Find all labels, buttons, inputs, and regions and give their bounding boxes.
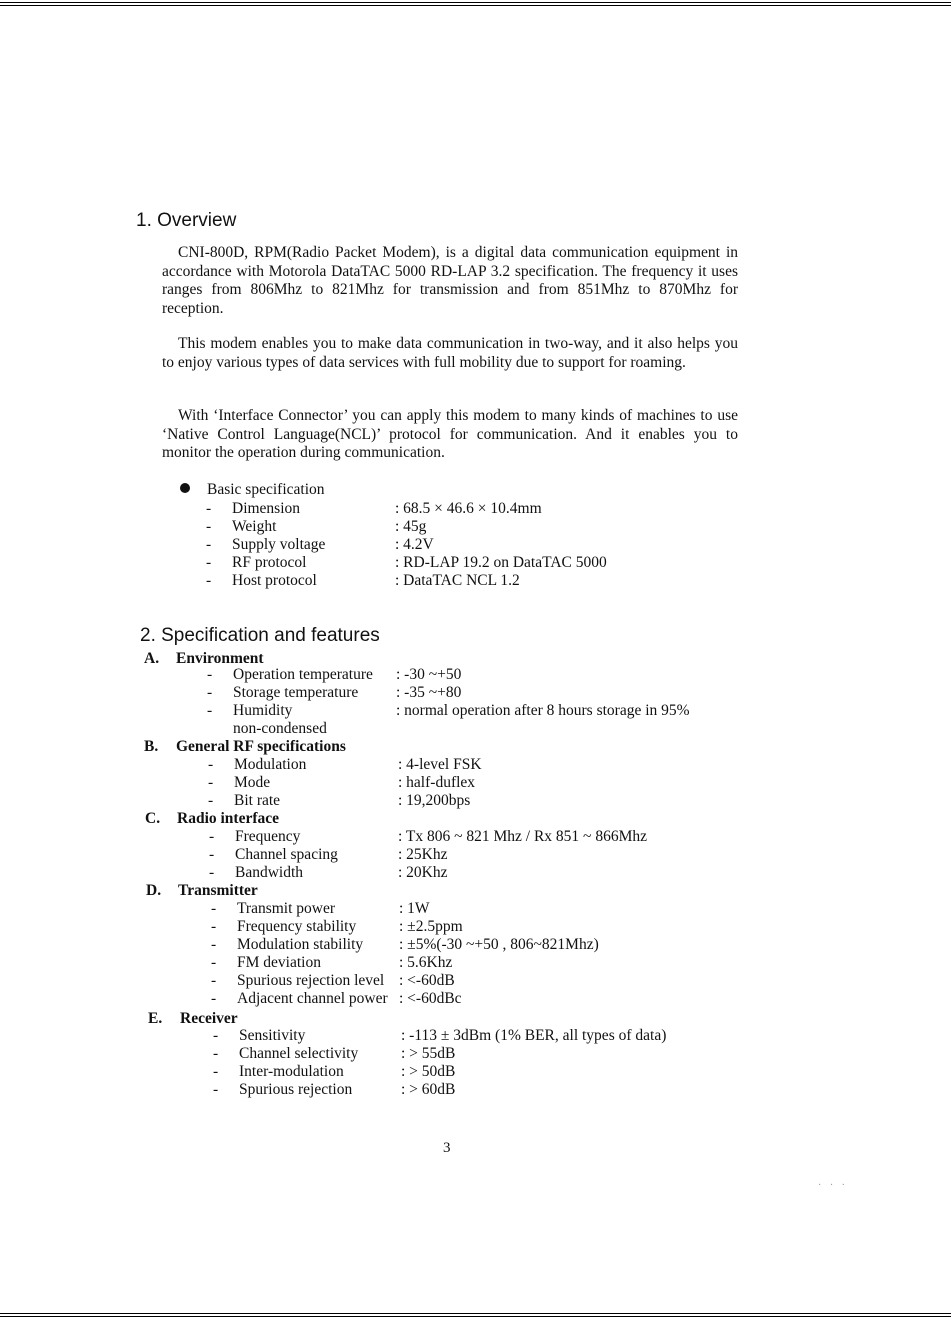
section-environment: A. Environment — [144, 650, 264, 667]
spec-row: - Inter-modulation : > 50dB — [213, 1063, 456, 1080]
overview-paragraph-2: This modem enables you to make data communication in two-way, and it also helps you to enjoy various types of data services with full mobility due to support for roaming. — [162, 335, 738, 371]
overview-heading: 1. Overview — [136, 210, 237, 231]
bottom-rule — [0, 1313, 951, 1317]
spec-row: - Storage temperature : -35 ~+80 — [207, 684, 462, 701]
section-transmitter: D. Transmitter — [146, 882, 258, 899]
overview-paragraph-1: CNI-800D, RPM(Radio Packet Modem), is a digital data communication equipment in accordance with Motorola DataTAC 5000 RD-LAP 3.2 specification. The frequency it uses ranges from 806Mhz to 821Mhz for transmission and from 851Mhz to 870Mhz for reception. — [162, 244, 738, 317]
top-rule — [0, 2, 951, 6]
section-general-rf: B. General RF specifications — [144, 738, 346, 755]
page-number: 3 — [443, 1140, 451, 1156]
spec-row: - Frequency : Tx 806 ~ 821 Mhz / Rx 851 ~ 866Mhz — [209, 828, 647, 845]
spec-row: - Operation temperature : -30 ~+50 — [207, 666, 462, 683]
spec-row: - Modulation : 4-level FSK — [208, 756, 482, 773]
basic-spec-title: Basic specification — [207, 481, 325, 498]
overview-paragraph-3: With ‘Interface Connector’ you can apply this modem to many kinds of machines to use ‘Native Control Language(NCL)’ protocol for communication. And it enables you to monitor the operation during communication. — [162, 407, 738, 461]
spec-row: - Channel selectivity : > 55dB — [213, 1045, 456, 1062]
spec-row: - Bandwidth : 20Khz — [209, 864, 448, 881]
spec-row: - Bit rate : 19,200bps — [208, 792, 471, 809]
basic-spec-row: - Supply voltage : 4.2V — [206, 536, 434, 553]
section-radio-interface: C. Radio interface — [145, 810, 280, 827]
spec-row: - Spurious rejection level : <-60dB — [211, 972, 455, 989]
spec-row: - Humidity : normal operation after 8 hours storage in 95% — [207, 702, 690, 719]
footer-dots: · · · — [818, 1180, 848, 1191]
bullet-icon — [180, 483, 190, 493]
basic-spec-row: - Dimension : 68.5 × 46.6 × 10.4mm — [206, 500, 542, 517]
spec-row: - Transmit power : 1W — [211, 900, 430, 917]
basic-spec-bullet — [180, 481, 325, 499]
spec-row: - Spurious rejection : > 60dB — [213, 1081, 456, 1098]
basic-spec-row: - RF protocol : RD-LAP 19.2 on DataTAC 5000 — [206, 554, 607, 571]
spec-row: - FM deviation : 5.6Khz — [211, 954, 453, 971]
basic-spec-row: - Weight : 45g — [206, 518, 427, 535]
spec-row: - Sensitivity : -113 ± 3dBm (1% BER, all types of data) — [213, 1027, 667, 1044]
basic-spec-row: - Host protocol : DataTAC NCL 1.2 — [206, 572, 520, 589]
spec-row: - Adjacent channel power : <-60dBc — [211, 990, 462, 1007]
spec-row: - Frequency stability : ±2.5ppm — [211, 918, 463, 935]
specs-heading: 2. Specification and features — [140, 625, 380, 646]
spec-row: - Mode : half-duflex — [208, 774, 476, 791]
spec-row: - Channel spacing : 25Khz — [209, 846, 448, 863]
section-receiver: E. Receiver — [148, 1010, 238, 1027]
humidity-continuation: non-condensed — [233, 720, 327, 737]
spec-row: - Modulation stability : ±5%(-30 ~+50 , 806~821Mhz) — [211, 936, 599, 953]
